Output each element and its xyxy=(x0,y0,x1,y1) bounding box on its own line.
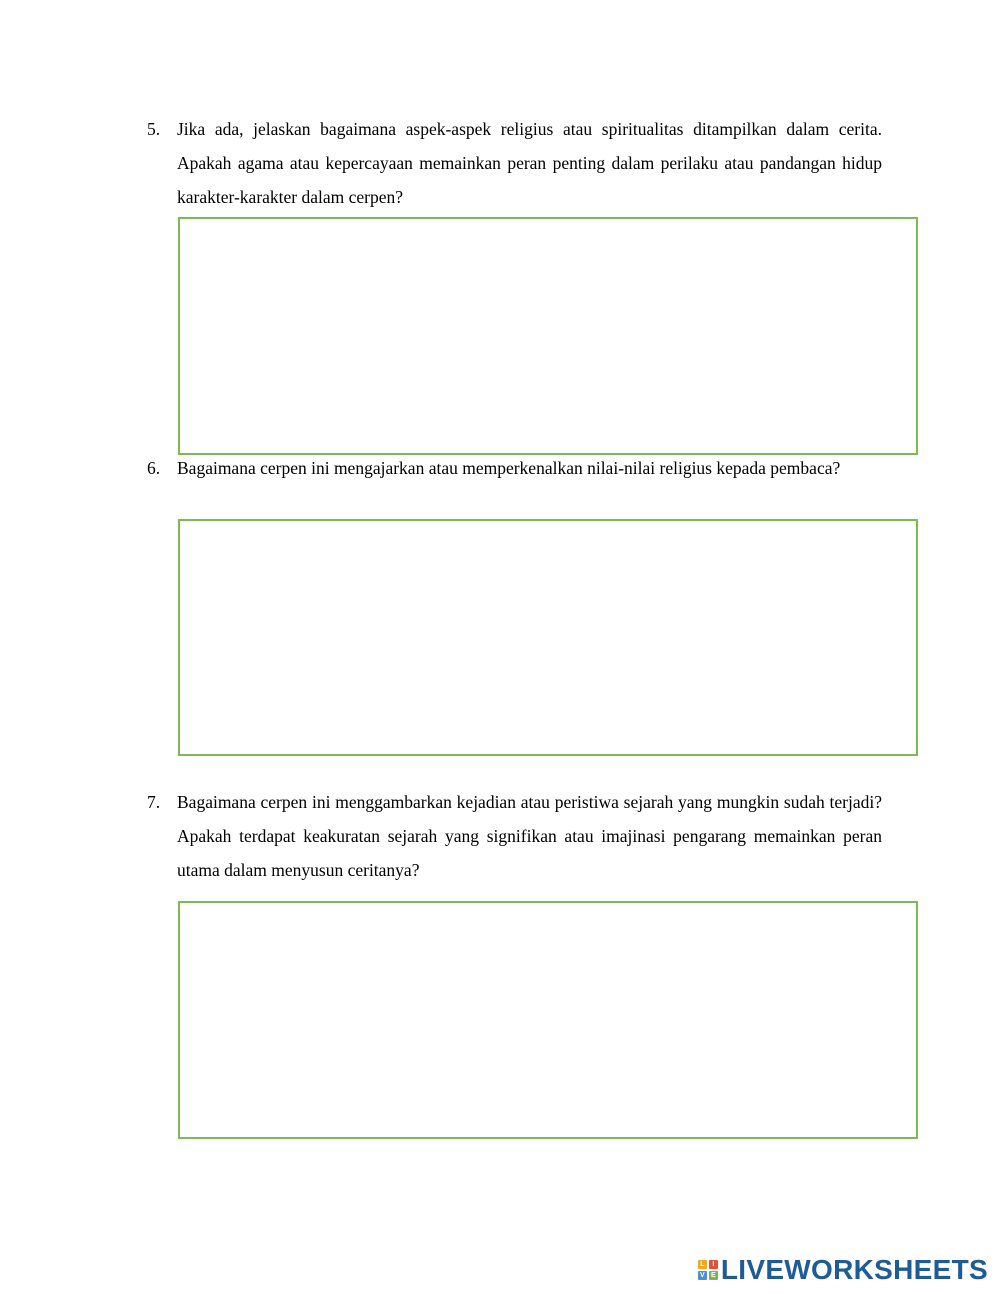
answer-box-6[interactable] xyxy=(178,519,918,756)
answer-box-7[interactable] xyxy=(178,901,918,1139)
liveworksheets-logo xyxy=(698,1254,988,1286)
logo-letter-v: V xyxy=(698,1271,707,1280)
question-text: Jika ada, jelaskan bagaimana aspek-aspek religius atau spiritualitas ditampilkan dalam cerita. Apakah agama atau kepercayaan memainkan peran penting dalam perilaku atau pandangan hidup karakter-karakter dalam cerpen? xyxy=(177,119,882,207)
question-text: Bagaimana cerpen ini mengajarkan atau memperkenalkan nilai-nilai religius kepada pembaca? xyxy=(177,458,841,478)
logo-letter-l: L xyxy=(698,1260,707,1269)
question-6 xyxy=(147,451,882,485)
brand-name: LIVEWORKSHEETS xyxy=(720,1254,988,1285)
live-logo-icon xyxy=(698,1260,718,1280)
question-text: Bagaimana cerpen ini menggambarkan kejadian atau peristiwa sejarah yang mungkin sudah terjadi? Apakah terdapat keakuratan sejarah yang signifikan atau imajinasi pengarang memainkan peran utama dalam menyusun ceritanya? xyxy=(177,792,882,880)
question-number: 7. xyxy=(147,792,161,812)
logo-letter-e: E xyxy=(709,1271,718,1280)
question-7 xyxy=(147,785,882,887)
question-5 xyxy=(147,112,882,214)
answer-box-5[interactable] xyxy=(178,217,918,455)
question-number: 6. xyxy=(147,458,161,478)
logo-letter-i: I xyxy=(709,1260,718,1269)
question-number: 5. xyxy=(147,119,161,139)
